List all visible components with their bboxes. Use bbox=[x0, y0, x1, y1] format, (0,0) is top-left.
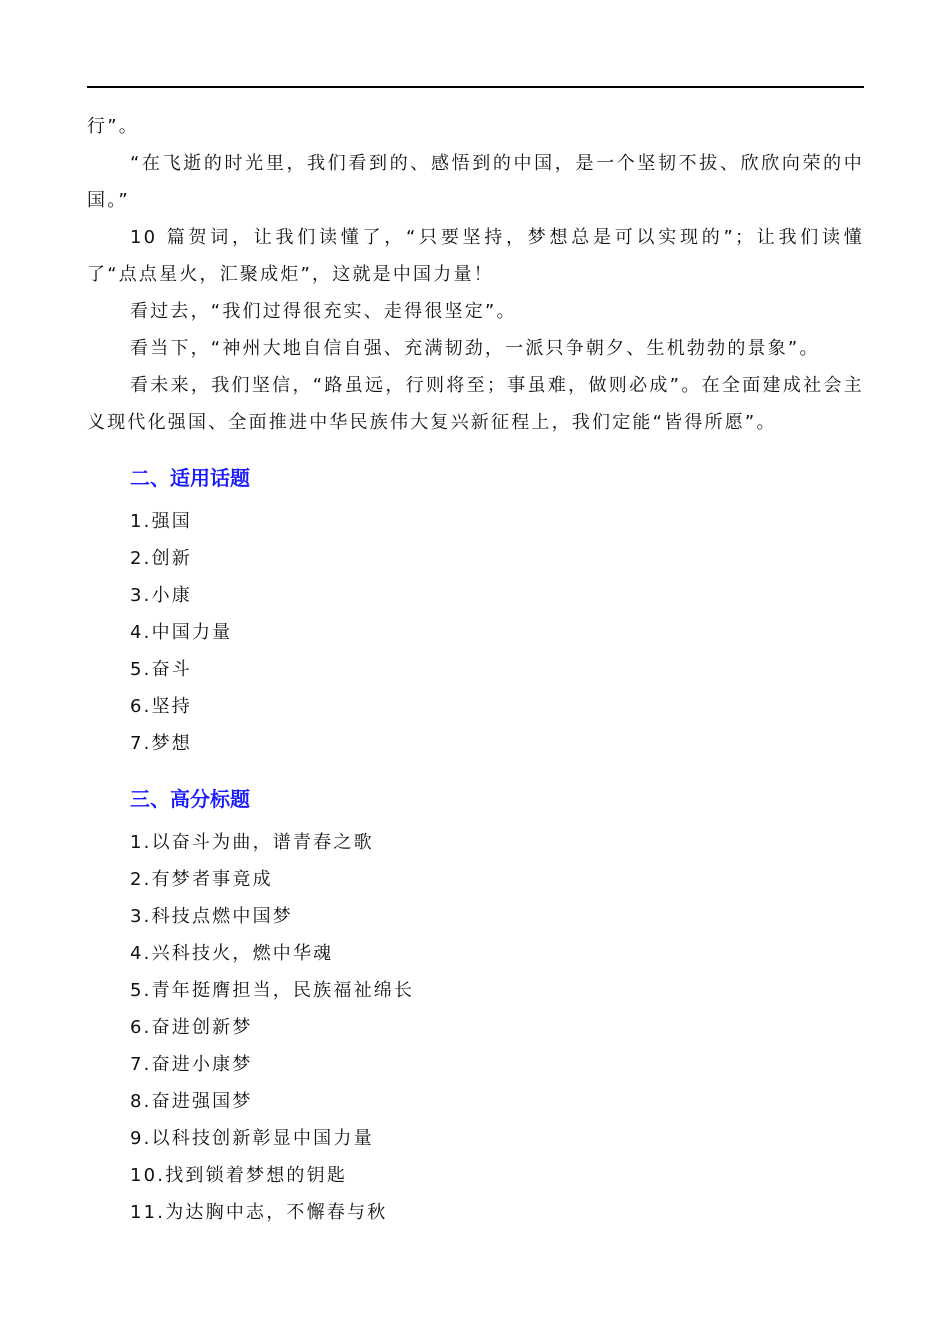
section-heading-topics: 二、适用话题 bbox=[130, 466, 250, 490]
list-item: 4.中国力量 bbox=[130, 622, 233, 643]
paragraph: 看未来，我们坚信，“路虽远，行则将至；事虽难，做则必成”。在全面建成社会主义现代化强国、全面推进中华民族伟大复兴新征程上，我们定能“皆得所愿”。 bbox=[87, 375, 864, 433]
list-item: 1.强国 bbox=[130, 511, 192, 532]
list-item: 5.青年挺膺担当，民族福祉绵长 bbox=[130, 980, 415, 1001]
list-item: 7.奋进小康梦 bbox=[130, 1054, 253, 1075]
list-item: 1.以奋斗为曲，谱青春之歌 bbox=[130, 832, 374, 853]
list-item: 6.坚持 bbox=[130, 696, 192, 717]
list-item: 3.科技点燃中国梦 bbox=[130, 906, 293, 927]
section-heading-titles: 三、高分标题 bbox=[130, 787, 250, 811]
paragraph: “在飞逝的时光里，我们看到的、感悟到的中国，是一个坚韧不拔、欣欣向荣的中国。” bbox=[87, 153, 864, 211]
list-item: 8.奋进强国梦 bbox=[130, 1091, 253, 1112]
paragraph: 看当下，“神州大地自信自强、充满韧劲，一派只争朝夕、生机勃勃的景象”。 bbox=[130, 338, 820, 359]
list-item: 11.为达胸中志，不懈春与秋 bbox=[130, 1202, 388, 1223]
document-body bbox=[87, 108, 864, 1231]
paragraph: 10 篇贺词，让我们读懂了，“只要坚持，梦想总是可以实现的”；让我们读懂了“点点星火，汇聚成炬”，这就是中国力量！ bbox=[87, 227, 864, 285]
list-item: 2.创新 bbox=[130, 548, 192, 569]
list-item: 6.奋进创新梦 bbox=[130, 1017, 253, 1038]
list-item: 5.奋斗 bbox=[130, 659, 192, 680]
paragraph: 行”。 bbox=[87, 116, 139, 137]
list-item: 2.有梦者事竟成 bbox=[130, 869, 273, 890]
list-item: 10.找到锁着梦想的钥匙 bbox=[130, 1165, 348, 1186]
topics-list bbox=[87, 503, 864, 762]
paragraph: 看过去，“我们过得很充实、走得很坚定”。 bbox=[130, 301, 517, 322]
list-item: 4.兴科技火，燃中华魂 bbox=[130, 943, 334, 964]
list-item: 9.以科技创新彰显中国力量 bbox=[130, 1128, 374, 1149]
list-item: 7.梦想 bbox=[130, 733, 192, 754]
list-item: 3.小康 bbox=[130, 585, 192, 606]
titles-list bbox=[87, 824, 864, 1231]
header-rule bbox=[87, 86, 864, 88]
